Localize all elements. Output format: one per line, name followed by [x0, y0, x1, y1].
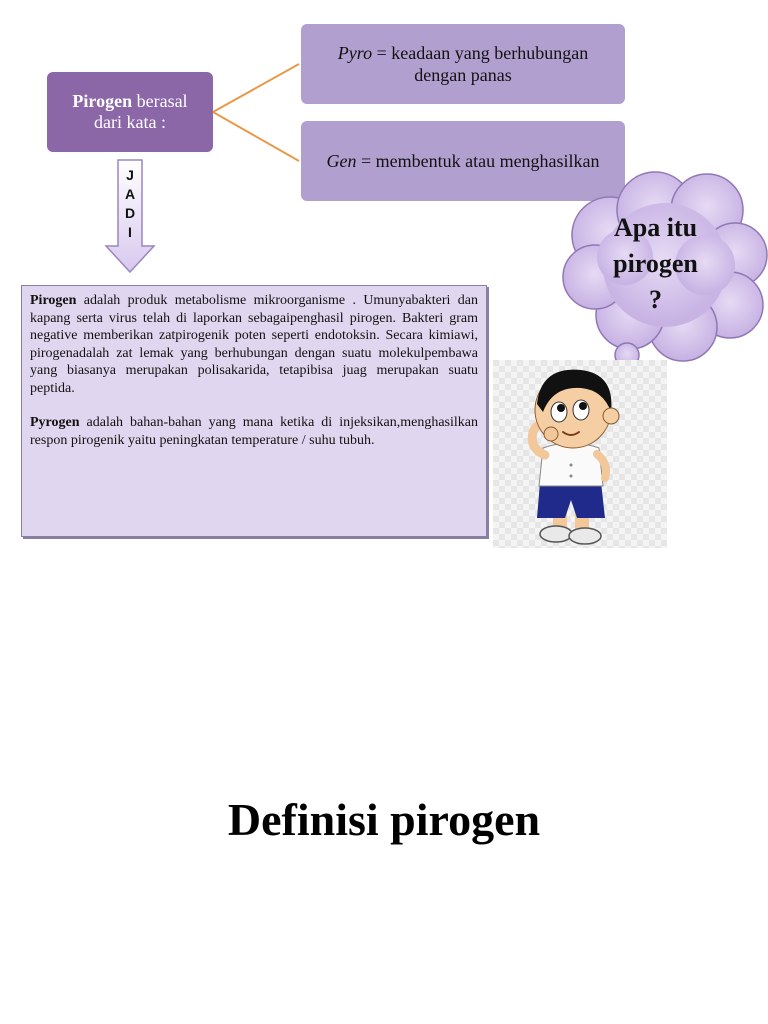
jadi-arrow: [104, 158, 156, 274]
paragraph-term: Pyrogen: [30, 415, 80, 430]
paragraph-text: adalah produk metabolisme mikroorganisme . Umunyabakteri dan kapang serta virus telah di laporkan sebagaipenghasil pirogen. Bakteri gram negative memberikan zatpirogenik poten seperti endotoksin. Secara kimiawi, pirogenadalah zat lemak yang berhubungan dengan suatu molekulpembawa yang biasanya merupakan polisakarida, tetapibisa juag merupakan suatu peptida.: [30, 293, 478, 396]
paragraph-text: adalah bahan-bahan yang mana ketika di injeksikan,menghasilkan respon pirogenik yaitu peningkatan temperature / suhu tubuh.: [30, 415, 478, 448]
jadi-letter: I: [128, 224, 132, 240]
pyro-definition-box: [301, 24, 625, 104]
gen-definition: = membentuk atau menghasilkan: [356, 151, 600, 171]
jadi-label: [104, 166, 156, 242]
jadi-letter: D: [124, 205, 136, 221]
paragraph-pirogen: [30, 292, 478, 397]
thought-line: pirogen: [613, 249, 698, 278]
jadi-letter: A: [124, 186, 136, 202]
origin-term: Pirogen: [72, 91, 133, 111]
thinking-boy-illustration: [493, 360, 667, 548]
definition-text-box: [21, 285, 487, 537]
pyro-term: Pyro: [337, 43, 373, 63]
gen-term: Gen: [326, 151, 357, 171]
page-title: Definisi pirogen: [227, 794, 541, 845]
origin-box: [47, 72, 213, 152]
thought-line: ?: [649, 285, 662, 314]
thought-line: Apa itu: [613, 213, 698, 242]
jadi-letter: J: [126, 167, 134, 183]
paragraph-pyrogen: [30, 414, 478, 449]
thought-bubble-text: [578, 210, 733, 318]
origin-text: berasal dari kata :: [94, 91, 188, 132]
paragraph-term: Pirogen: [30, 293, 77, 308]
pyro-definition: = keadaan yang berhubungan dengan panas: [372, 43, 589, 85]
